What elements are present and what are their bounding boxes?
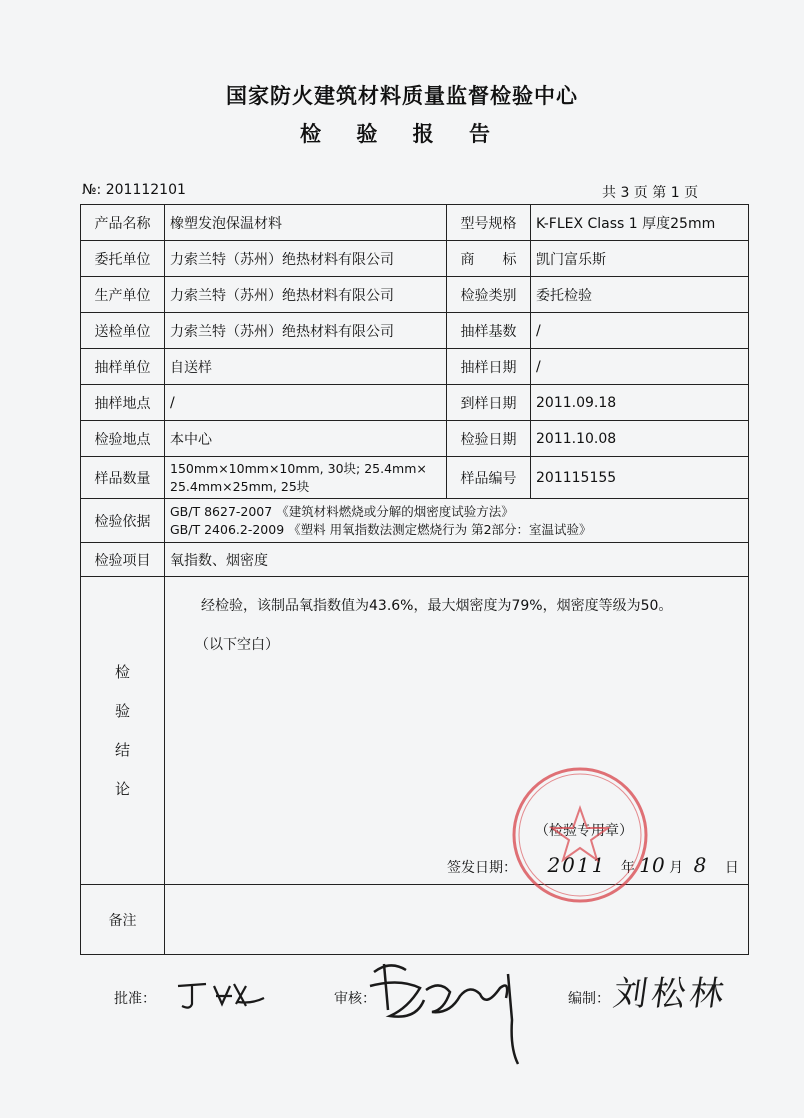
seal-note: （检验专用章） [535, 823, 633, 839]
sample-no-label: 样品编号 [447, 457, 531, 499]
sample-qty-line: 25.4mm×25mm, 25块 [170, 478, 310, 494]
row-value: 力索兰特（苏州）绝热材料有限公司 [165, 241, 447, 277]
remarks-label: 备注 [81, 885, 165, 955]
basis-line: GB/T 2406.2-2009 《塑料 用氧指数法测定燃烧行为 第2部分：室温试验》 [170, 521, 592, 537]
row-value: 自送样 [165, 349, 447, 385]
report-number: №: 201112101 [82, 182, 186, 198]
row-label: 到样日期 [447, 385, 531, 421]
day-char: 日 [724, 860, 739, 876]
month-char: 月 [669, 860, 684, 876]
row-value: 委托检验 [531, 277, 749, 313]
conclusion-label-char: 验 [114, 702, 130, 720]
conclusion-label [81, 577, 165, 885]
issue-date-month: 10 [639, 853, 665, 877]
sample-qty-line: 150mm×10mm×10mm, 30块; 25.4mm× [170, 460, 427, 476]
remarks-value [165, 885, 749, 955]
org-title: 国家防火建筑材料质量监督检验中心 [226, 84, 578, 108]
row-value: 2011.10.08 [531, 421, 749, 457]
blank-note: （以下空白） [195, 637, 279, 653]
basis-line: GB/T 8627-2007 《建筑材料燃烧或分解的烟密度试验方法》 [170, 503, 514, 519]
basis-label: 检验依据 [81, 499, 165, 543]
row-label: 检验地点 [81, 421, 165, 457]
sample-qty-value [165, 457, 447, 499]
row-label: 送检单位 [81, 313, 165, 349]
conclusion-label-char: 结 [114, 741, 130, 759]
approver-signature [172, 974, 272, 1014]
table-row [81, 499, 749, 543]
report-title: 检 验 报 告 [300, 122, 504, 146]
row-label: 检验日期 [447, 421, 531, 457]
row-label: 型号规格 [447, 205, 531, 241]
table-row [81, 457, 749, 499]
conclusion-text: 经检验，该制品氧指数值为43.6%，最大烟密度为79%，烟密度等级为50。 [201, 598, 673, 614]
compiler-signature: 刘松林 [610, 974, 731, 1014]
row-value: K-FLEX Class 1 厚度25mm [531, 205, 749, 241]
row-value: 凯门富乐斯 [531, 241, 749, 277]
table-row [81, 349, 749, 385]
table-row [81, 313, 749, 349]
row-value: / [165, 385, 447, 421]
items-value: 氧指数、烟密度 [165, 543, 749, 577]
table-row [81, 241, 749, 277]
row-value: 力索兰特（苏州）绝热材料有限公司 [165, 277, 447, 313]
row-value: 本中心 [165, 421, 447, 457]
year-char: 年 [620, 860, 635, 876]
row-label: 抽样日期 [447, 349, 531, 385]
conclusion-label-char: 检 [114, 663, 130, 681]
row-label: 商 标 [447, 241, 531, 277]
sample-qty-label: 样品数量 [81, 457, 165, 499]
page-info: 共 3 页 第 1 页 [602, 185, 699, 201]
compile-label: 编制： [568, 991, 610, 1007]
row-label: 产品名称 [81, 205, 165, 241]
issue-date-year: 2011 [547, 853, 607, 877]
issue-date-label: 签发日期： [447, 860, 517, 876]
row-label: 抽样基数 [447, 313, 531, 349]
table-row [81, 277, 749, 313]
table-row [81, 385, 749, 421]
items-label: 检验项目 [81, 543, 165, 577]
row-value: 橡塑发泡保温材料 [165, 205, 447, 241]
table-row [81, 543, 749, 577]
row-value: 力索兰特（苏州）绝热材料有限公司 [165, 313, 447, 349]
row-label: 检验类别 [447, 277, 531, 313]
reviewer-signature [360, 950, 540, 1070]
row-value: / [531, 313, 749, 349]
table-row [81, 421, 749, 457]
row-value: / [531, 349, 749, 385]
row-label: 抽样单位 [81, 349, 165, 385]
review-label: 审核： [334, 991, 376, 1007]
sample-no-value: 201115155 [531, 457, 749, 499]
conclusion-body [165, 577, 749, 885]
row-label: 委托单位 [81, 241, 165, 277]
conclusion-label-char: 论 [114, 780, 130, 798]
table-row [81, 205, 749, 241]
basis-value [165, 499, 749, 543]
row-value: 2011.09.18 [531, 385, 749, 421]
inspection-seal [505, 760, 655, 910]
approve-label: 批准： [114, 991, 156, 1007]
row-label: 抽样地点 [81, 385, 165, 421]
row-label: 生产单位 [81, 277, 165, 313]
issue-date-day: 8 [693, 853, 707, 877]
